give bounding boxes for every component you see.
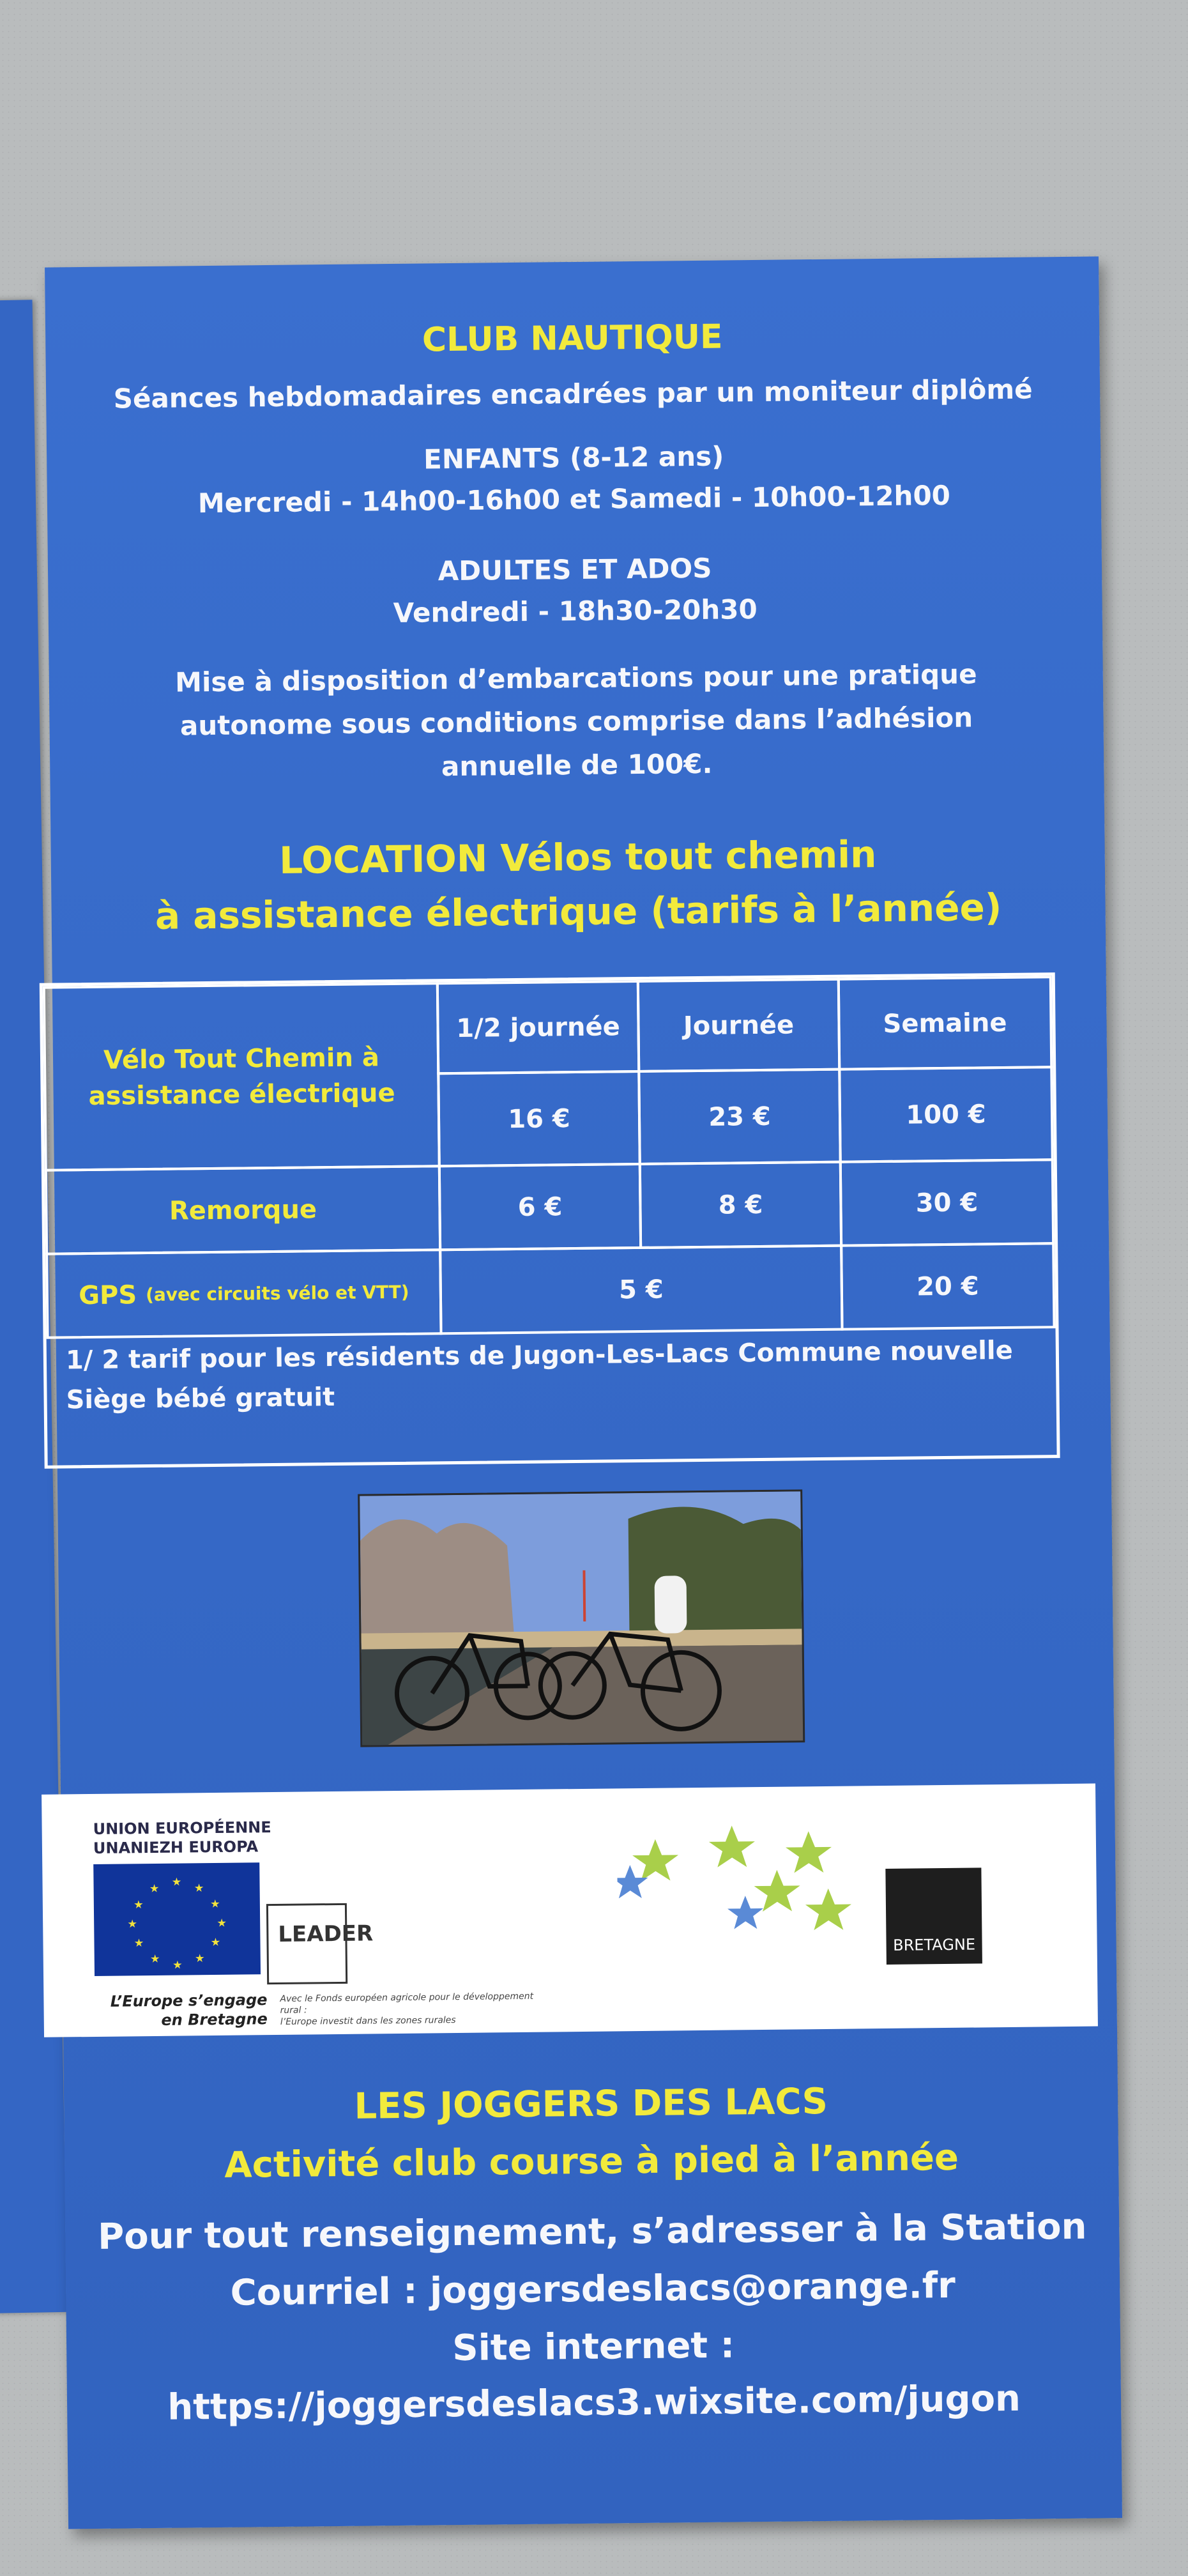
brochure-panel bbox=[45, 256, 1122, 2529]
enfants-hours: Mercredi - 14h00-16h00 et Samedi - 10h00-12h00 bbox=[197, 479, 951, 519]
e-bikes-illustration bbox=[360, 1491, 803, 1745]
leader-label: LEADER bbox=[278, 1920, 374, 1947]
resident-discount-note: 1/ 2 tarif pour les résidents de Jugon-Les-Lacs Commune nouvelle bbox=[65, 1335, 1013, 1376]
funding-logos-band bbox=[42, 1784, 1098, 2037]
eu-slogan-line2: en Bretagne bbox=[161, 2010, 268, 2029]
info-line-2: autonome sous conditions comprise dans l’adhésion bbox=[179, 702, 973, 742]
location-title-line2: à assistance électrique (tarifs à l’année) bbox=[155, 885, 1002, 938]
adultes-label: ADULTES ET ADOS bbox=[438, 552, 712, 587]
remorque-day-price: 8 € bbox=[639, 1161, 842, 1249]
gps-week-price: 20 € bbox=[840, 1242, 1055, 1331]
info-line-3: annuelle de 100€. bbox=[441, 747, 713, 783]
adultes-hours: Vendredi - 18h30-20h30 bbox=[393, 593, 758, 629]
gps-note: (avec circuits vélo et VTT) bbox=[145, 1281, 409, 1305]
eu-slogan bbox=[50, 1990, 268, 2031]
info-line-1: Mise à disposition d’embarcations pour une pratique bbox=[174, 658, 977, 698]
gps-label: GPS bbox=[78, 1280, 137, 1310]
joggers-email: Courriel : joggersdeslacs@orange.fr bbox=[230, 2264, 956, 2314]
gps-half-day-and-day-price: 5 € bbox=[439, 1245, 843, 1335]
vtc-half-day-price: 16 € bbox=[437, 1070, 641, 1167]
pricing-table bbox=[40, 972, 1060, 1469]
vtc-day-price: 23 € bbox=[637, 1068, 842, 1165]
enfants-label: ENFANTS (8-12 ans) bbox=[423, 440, 724, 475]
vtc-week-price: 100 € bbox=[838, 1066, 1054, 1163]
joggers-title: LES JOGGERS DES LACS bbox=[354, 2080, 828, 2128]
joggers-subtitle: Activité club course à pied à l’année bbox=[224, 2136, 959, 2186]
eu-fund-line1: Avec le Fonds européen agricole pour le développement rural : bbox=[280, 1991, 534, 2016]
eu-fund-line2: l’Europe investit dans les zones rurales bbox=[280, 2015, 456, 2027]
eu-label-line1: UNION EUROPÉENNE bbox=[93, 1818, 271, 1838]
eu-slogan-line1: L’Europe s’engage bbox=[110, 1991, 268, 2011]
remorque-label-cell: Remorque bbox=[45, 1165, 441, 1255]
region-bretagne-label: BRETAGNE bbox=[893, 1935, 976, 1954]
vtc-label-cell: Vélo Tout Chemin à assistance électrique bbox=[43, 982, 441, 1171]
remorque-half-day-price: 6 € bbox=[438, 1163, 642, 1251]
leader-logo bbox=[266, 1903, 374, 1984]
eu-flag-icon bbox=[93, 1862, 261, 1976]
region-bretagne-logo bbox=[885, 1867, 982, 1965]
col-day-header: Journée bbox=[637, 978, 841, 1073]
joggers-contact: Pour tout renseignement, s’adresser à la Station bbox=[97, 2205, 1087, 2258]
col-half-day-header: 1/2 journée bbox=[436, 980, 641, 1075]
pricing-note bbox=[66, 1331, 1014, 1420]
star-pattern-logo bbox=[616, 1798, 886, 1948]
eu-label-line2: UNANIEZH EUROPA bbox=[93, 1837, 259, 1857]
location-title-line1: LOCATION Vélos tout chemin bbox=[278, 832, 877, 882]
baby-seat-note: Siège bébé gratuit bbox=[66, 1382, 335, 1415]
club-nautique-title: CLUB NAUTIQUE bbox=[422, 318, 723, 360]
eu-label bbox=[93, 1818, 271, 1858]
eu-fund-text bbox=[280, 1991, 549, 2028]
joggers-website: Site internet : https://joggersdeslacs3.wixsite.com/jugon bbox=[167, 2324, 1021, 2428]
gps-label-cell bbox=[45, 1248, 442, 1338]
e-bikes-photo bbox=[358, 1489, 805, 1747]
col-week-header: Semaine bbox=[837, 976, 1053, 1071]
club-nautique-subtitle: Séances hebdomadaires encadrées par un moniteur diplômé bbox=[113, 373, 1033, 415]
remorque-week-price: 30 € bbox=[839, 1158, 1055, 1247]
